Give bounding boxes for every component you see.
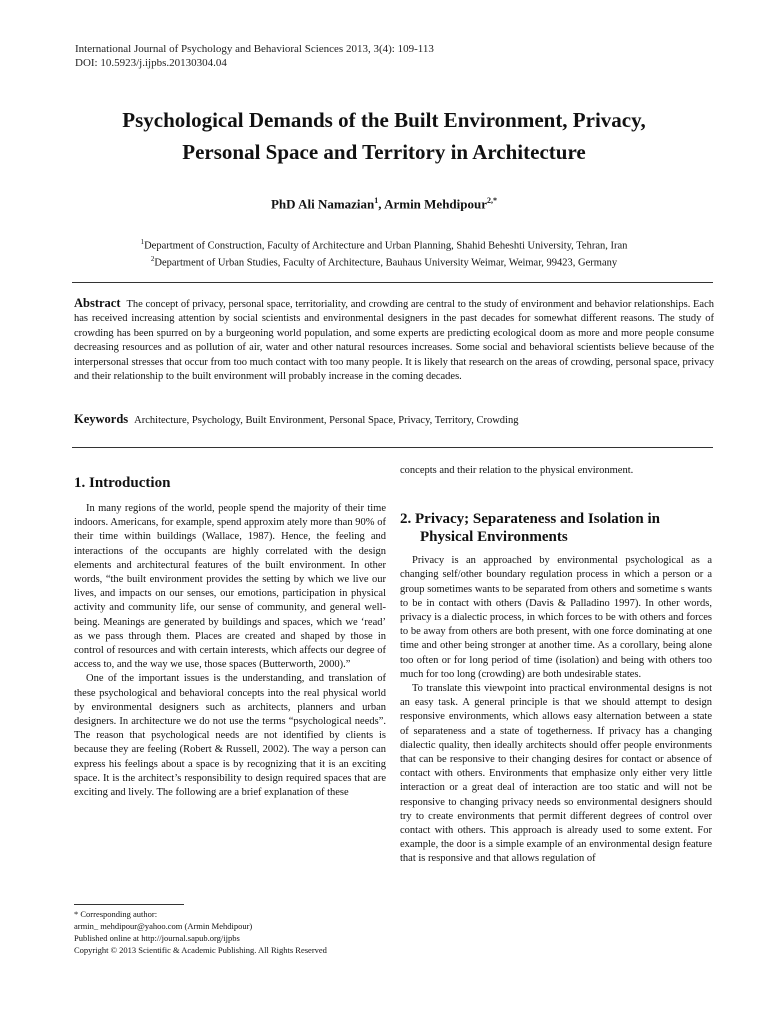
- author-2-affil: 2,*: [487, 196, 497, 205]
- journal-header: [75, 42, 434, 70]
- paragraph: Privacy is an approached by environmental psychological as a changing self/other boundary regulation process in which a person or a group sometimes wants to be separated from others and sometime s wants to be in contact with others (Davis & Palladino 1997). In other words, privacy is a dialectic process, in which forces to be with others and forces to be away from others are both present, with one force dominating at one time and other being stronger at another time. As a corollary, being alone too often or for long period of time (isolation) and being with others too much for too long (crowding) are both undesirable states.: [400, 555, 712, 680]
- section-2-heading-line-1: 2. Privacy; Separateness and Isolation in: [400, 511, 661, 528]
- affiliation-2-text: Department of Urban Studies, Faculty of Architecture, Bauhaus University Weimar, Weimar, 99423, Germany: [154, 257, 618, 268]
- keywords-text: Architecture, Psychology, Built Environment, Personal Space, Privacy, Territory, Crowding: [134, 415, 519, 426]
- author-1-affil: 1: [374, 196, 379, 205]
- divider-bottom: [72, 447, 713, 448]
- copyright: Copyright © 2013 Scientific & Academic Publishing. All Rights Reserved: [74, 945, 327, 955]
- published-online: Published online at http://journal.sapub.org/ijpbs: [74, 933, 240, 943]
- section-2-heading: [400, 510, 712, 546]
- journal-citation: International Journal of Psychology and Behavioral Sciences 2013, 3(4): 109-113: [75, 43, 434, 55]
- authors: [40, 196, 728, 212]
- title-line-2: Personal Space and Territory in Architecture: [182, 140, 586, 164]
- footnote-divider: [74, 904, 184, 905]
- paragraph: One of the important issues is the understanding, and translation of these psychological and behavioral concepts into the real physical world by environmental designers such as architects, planners and urban designers. In architecture we do not use the terms “psychological needs”. The reason that psychological needs are not identified by clients is because they are feeling (Robert & Russell, 2002). The way a person can express his feelings about a space is by recognizing that it is an exciting space. It is the architect’s responsibility to design required spaces that are exciting and lively. The following are a brief explanation of these: [74, 673, 386, 799]
- corresponding-email: armin_ mehdipour@yahoo.com (Armin Mehdipour): [74, 921, 253, 931]
- paragraph: In many regions of the world, people spend the majority of their time indoors. Americans, for example, spend approxim ately more than 90% of their time within buildings (Wallace, 1987). Hence, the feeling and interactions of the occupants are highly correlated with the design elements and architectural features of the built environment. In other words, “the built environment provides the setting by which we live our lives, and impacts on our senses, our emotions, participation in physical activity and community life, our sense of community, and general well-being. Meanings are generated by buildings and spaces, which we ‘read’ as we pass through them. Places are created and shaped by those in control of resources and with certain interests, which affects our degree of access to, and the way we use, those spaces (Butterworth, 2000).”: [74, 503, 386, 671]
- keywords-label: Keywords: [74, 412, 129, 426]
- keywords: [74, 412, 714, 427]
- affiliation-1-text: Department of Construction, Faculty of Architecture and Urban Planning, Shahid Beheshti University, Tehran, Iran: [144, 240, 628, 252]
- author-1: PhD Ali Namazian: [270, 196, 375, 212]
- affiliation-1: [40, 236, 728, 253]
- author-2: Armin Mehdipour: [384, 196, 487, 212]
- continuation-text: concepts and their relation to the physical environment.: [400, 465, 634, 476]
- paragraph: To translate this viewpoint into practical environmental designs is not an easy task. A general principle is that we should attempt to design responsive environments, which allows easy alternation between a state of separateness and a state of togetherness. If privacy has a changing dialectic quality, then ideally architects should offer people environments that can be responsive to their changing desires for contact or absence of contact with others. Environments that emphasize only either very little interaction or a great deal of interaction are too static and will not be responsive to changing privacy needs so environmental designers should try to create environments that permit different degrees of control over contact with others. This approach is already used to some extent. For example, the door is a simple example of an environmental design feature that is responsive and that allows regulation of: [400, 683, 712, 865]
- affiliation-1-sup: 1: [140, 238, 145, 246]
- footnotes: [74, 908, 386, 956]
- divider-top: [72, 282, 713, 283]
- abstract: [74, 296, 714, 384]
- section-2-heading-line-2: Physical Environments: [420, 529, 568, 546]
- corresponding-label: * Corresponding author:: [74, 909, 158, 919]
- affiliation-2-sup: 2: [150, 254, 155, 263]
- left-column: [74, 474, 386, 800]
- author-separator: ,: [378, 196, 385, 212]
- section-1-heading: 1. Introduction: [74, 475, 171, 491]
- abstract-text: The concept of privacy, personal space, territoriality, and crowding are central to the study of environment and behavior relationships. Each has received increasing attention by social scientists and environmental designers in the past decades for somewhat different reasons. The study of crowding has been spurred on by a burgeoning world population, and some experts are predicting ecological doom as more and more people consume decreasing resources and as pollution of air, water and other natural resources increases. Some social and behavioral scientists believe because of the interpersonal stresses that occur from too much contact with too many people. It is likely that research on the areas of crowding, personal space, privacy and their relationship to the built environment will probably increase in the coming decades.: [74, 299, 714, 383]
- affiliations: [40, 236, 728, 269]
- paper-title: [40, 104, 728, 168]
- title-line-1: Psychological Demands of the Built Environment, Privacy,: [122, 108, 646, 132]
- doi: DOI: 10.5923/j.ijpbs.20130304.04: [75, 57, 227, 69]
- abstract-label: Abstract: [74, 296, 121, 310]
- affiliation-2: [40, 253, 728, 270]
- right-column: [400, 464, 712, 867]
